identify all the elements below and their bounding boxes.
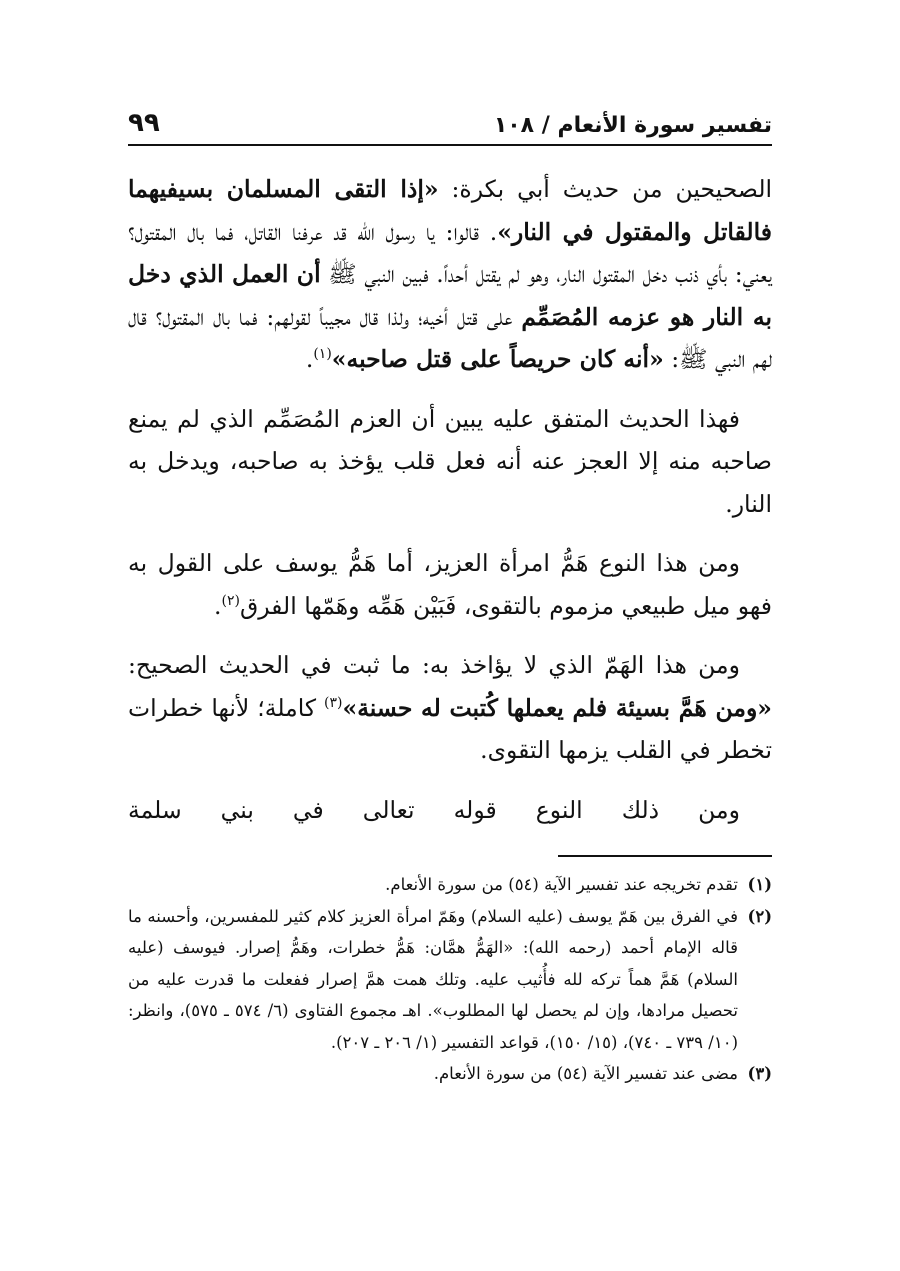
footnote-separator (558, 855, 772, 857)
footnote-text: مضى عند تفسير الآية (٥٤) من سورة الأنعام. (433, 1064, 738, 1083)
footnote-text: تقدم تخريجه عند تفسير الآية (٥٤) من سورة الأنعام. (385, 875, 738, 894)
book-page (128, 96, 772, 1090)
paragraph (128, 398, 772, 526)
main-text (128, 168, 772, 831)
paragraph (128, 542, 772, 627)
hadith-quote: «أنه كان حريصاً على قتل صاحبه» (331, 345, 664, 373)
footnote-text: في الفرق بين هَمّ يوسف (عليه السلام) وهَمّ امرأة العزيز كلام كثير للمفسرين، وأحسنه ما قاله الإمام أحمد (رحمه الله): «الهَمُّ همَّان: هَمُّ خطرات، وهَمُّ إصرار. فيوسف (عليه السلام) هَمَّ هماً تركه لله فأُثيب عليه. وتلك همت همَّ إصرار ففعلت ما قدرت عليه من تحصيل مرادها، وإن لم يحصل لها المطلوب». اهـ مجموع الفتاوى (٦/ ٥٧٤ ـ ٥٧٥)، وانظر: (١٠/ ٧٣٩ ـ ٧٤٠)، (١٥/ ١٥٠)، قواعد التفسير (١/ ٢٠٦ ـ ٢٠٧). (128, 906, 738, 1052)
text-segment: ومن هذا النوع هَمُّ امرأة العزيز، أما هَمُّ يوسف على القول به فهو ميل طبيعي مزموم بالتقوى، فَبَيْن هَمِّه وهَمّها الفرق (128, 549, 772, 620)
footnote-number: (١) (747, 875, 772, 894)
footnote-marker: (٣) (324, 694, 343, 711)
hadith-quote: «إذا التقى المسلمان بسيفيهما فالقاتل والمقتول في النار» (128, 175, 772, 246)
hadith-quote: أن العمل الذي دخل به النار هو عزمه المُصَمِّم (128, 260, 772, 331)
footnotes (128, 869, 772, 1090)
footnote-marker: (١) (313, 346, 332, 363)
text-segment: . قالوا: يا رسول الله قد عرفنا القاتل، فما بال المقتول؟ يعني: بأي ذنب دخل المقتول النار، وهو لم يقتل أحداً. فبين النبي ﷺ (128, 217, 772, 288)
hadith-quote: «ومن هَمَّ بسيئة فلم يعملها كُتبت له حسنة» (342, 693, 772, 722)
text-segment: الصحيحين من حديث أبي بكرة: (438, 175, 773, 203)
footnote-marker: (٢) (221, 592, 240, 609)
running-title: تفسير سورة الأنعام / ١٠٨ (493, 113, 772, 138)
text-segment: على قتل أخيه؛ ولذا قال مجيباً لقولهم: فما بال المقتول؟ قال لهم النبي ﷺ: (128, 302, 772, 373)
text-segment: ومن ذلك النوع قوله تعالى في بني سلمة (128, 795, 740, 824)
footnote (128, 901, 772, 1059)
text-segment: كاملة؛ لأنها خطرات تخطر في القلب يزمها التقوى. (128, 693, 772, 764)
paragraph (128, 789, 772, 832)
page-number: ٩٩ (128, 108, 160, 138)
footnote (128, 1058, 772, 1090)
text-segment: . (305, 345, 314, 373)
footnote-number: (٢) (747, 906, 772, 926)
footnote-number: (٣) (747, 1064, 772, 1083)
footnote (128, 869, 772, 901)
text-segment: . (214, 591, 222, 620)
running-header (128, 96, 772, 146)
text-segment: ومن هذا الهَمّ الذي لا يؤاخذ به: ما ثبت في الحديث الصحيح: (128, 651, 740, 679)
paragraph (128, 644, 772, 772)
paragraph (128, 168, 772, 381)
text-segment: فهذا الحديث المتفق عليه يبين أن العزم المُصَمِّم الذي لم يمنع صاحبه منه إلا العجز عنه أنه فعل قلب يؤخذ به صاحبه، ويدخل به النار. (128, 404, 772, 518)
